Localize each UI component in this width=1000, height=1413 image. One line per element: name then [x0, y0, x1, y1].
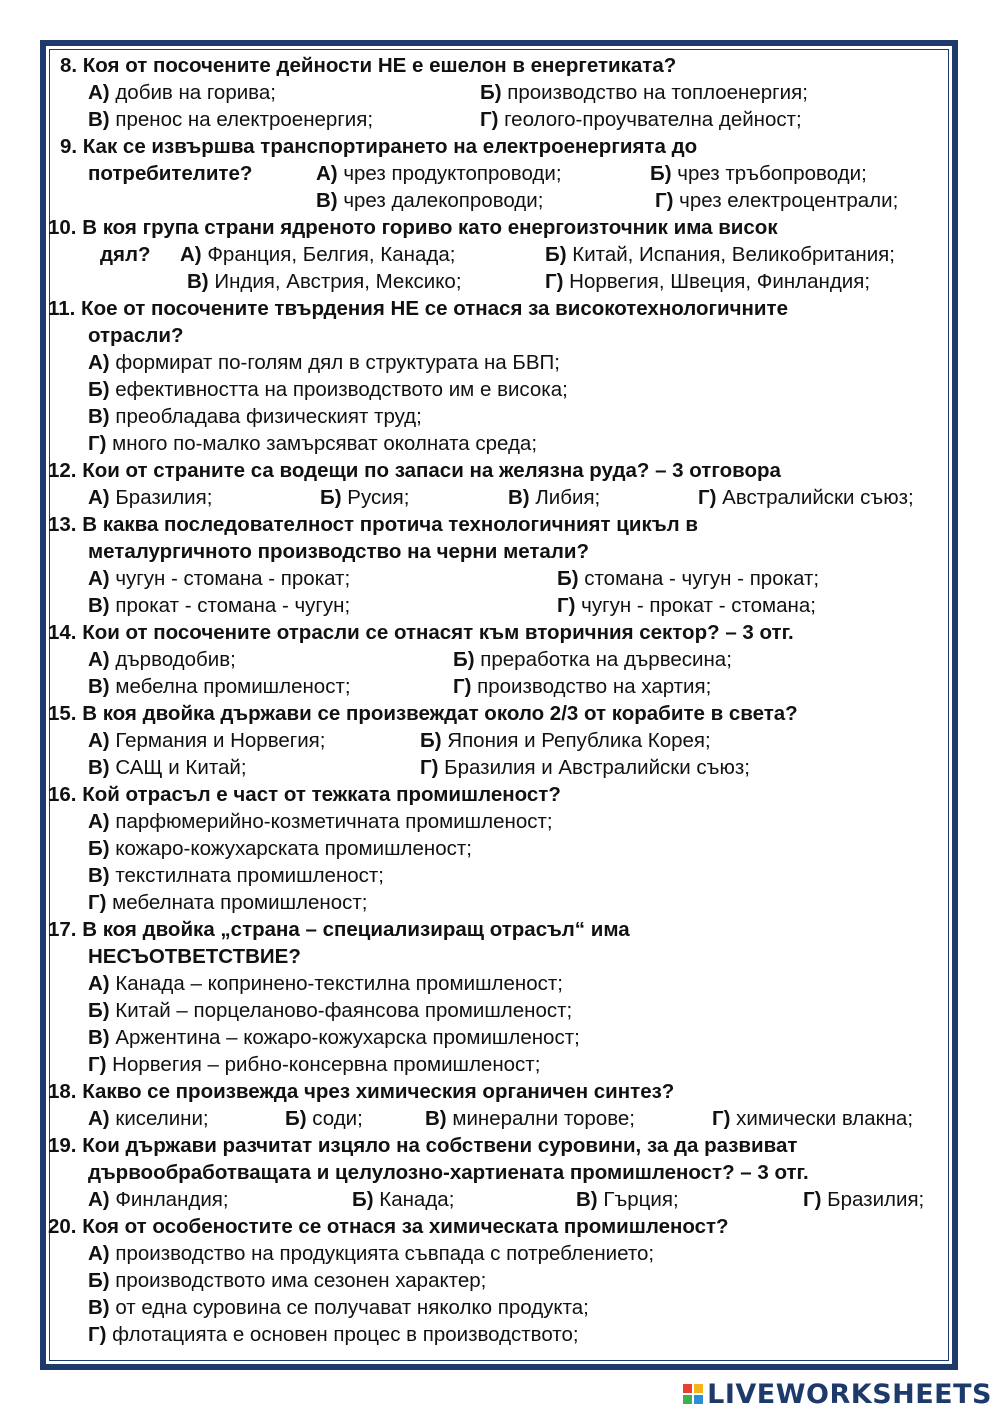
- option-19c[interactable]: В) Гърция;: [576, 1188, 679, 1211]
- option-12c[interactable]: В) Либия;: [508, 486, 601, 509]
- option-18d[interactable]: Г) химически влакна;: [712, 1107, 914, 1130]
- logo-block: [683, 1384, 692, 1393]
- option-16d[interactable]: Г) мебелната промишленост;: [88, 891, 368, 914]
- question-13: 13. В каква последователност протича технологичният цикъл в: [48, 513, 698, 536]
- option-13d[interactable]: Г) чугун - прокат - стомана;: [557, 594, 816, 617]
- question-15: 15. В коя двойка държави се произвеждат около 2/3 от корабите в света?: [48, 702, 798, 725]
- option-12d[interactable]: Г) Австралийски съюз;: [698, 486, 914, 509]
- option-10b[interactable]: Б) Китай, Испания, Великобритания;: [545, 243, 895, 266]
- logo-blocks-icon: [683, 1384, 703, 1404]
- option-12b[interactable]: Б) Русия;: [320, 486, 410, 509]
- question-11-cont: отрасли?: [88, 324, 184, 347]
- option-15c[interactable]: В) САЩ и Китай;: [88, 756, 247, 779]
- option-18a[interactable]: А) киселини;: [88, 1107, 209, 1130]
- question-14: 14. Кои от посочените отрасли се отнасят към вторичния сектор? – 3 отг.: [48, 621, 794, 644]
- option-11a[interactable]: А) формират по-голям дял в структурата на БВП;: [88, 351, 560, 374]
- logo-block: [694, 1395, 703, 1404]
- option-12a[interactable]: А) Бразилия;: [88, 486, 213, 509]
- question-9-cont: потребителите?: [88, 162, 253, 185]
- option-15b[interactable]: Б) Япония и Република Корея;: [420, 729, 711, 752]
- option-20b[interactable]: Б) производството има сезонен характер;: [88, 1269, 487, 1292]
- option-15a[interactable]: А) Германия и Норвегия;: [88, 729, 326, 752]
- question-10-cont: дял?: [100, 243, 151, 266]
- question-17: 17. В коя двойка „страна – специализиращ отрасъл“ има: [48, 918, 630, 941]
- question-20: 20. Коя от особеностите се отнася за химическата промишленост?: [48, 1215, 729, 1238]
- option-20d[interactable]: Г) флотацията е основен процес в производството;: [88, 1323, 579, 1346]
- option-20a[interactable]: А) производство на продукцията съвпада с потреблението;: [88, 1242, 655, 1265]
- option-11c[interactable]: В) преобладава физическият труд;: [88, 405, 422, 428]
- option-11d[interactable]: Г) много по-малко замърсяват околната среда;: [88, 432, 538, 455]
- option-11b[interactable]: Б) ефективността на производството им е висока;: [88, 378, 568, 401]
- option-14c[interactable]: В) мебелна промишленост;: [88, 675, 351, 698]
- option-17b[interactable]: Б) Китай – порцеланово-фаянсова промишленост;: [88, 999, 573, 1022]
- question-12: 12. Кои от страните са водещи по запаси на желязна руда? – 3 отговора: [48, 459, 781, 482]
- question-8: 8. Коя от посочените дейности НЕ е ешелон в енергетиката?: [60, 54, 677, 77]
- option-19a[interactable]: А) Финландия;: [88, 1188, 229, 1211]
- option-17d[interactable]: Г) Норвегия – рибно-консервна промишленост;: [88, 1053, 541, 1076]
- option-19b[interactable]: Б) Канада;: [352, 1188, 455, 1211]
- option-9b[interactable]: Б) чрез тръбопроводи;: [650, 162, 867, 185]
- option-8a[interactable]: А) добив на горива;: [88, 81, 276, 104]
- question-18: 18. Какво се произвежда чрез химическия органичен синтез?: [48, 1080, 675, 1103]
- option-10d[interactable]: Г) Норвегия, Швеция, Финландия;: [545, 270, 871, 293]
- question-11: 11. Кое от посочените твърдения НЕ се отнася за високотехнологичните: [48, 297, 788, 320]
- option-14d[interactable]: Г) производство на хартия;: [453, 675, 712, 698]
- option-18c[interactable]: В) минерални торове;: [425, 1107, 635, 1130]
- brand-name: LIVEWORKSHEETS: [707, 1378, 992, 1410]
- liveworksheets-logo[interactable]: [683, 1378, 992, 1410]
- option-8d[interactable]: Г) геолого-проучвателна дейност;: [480, 108, 802, 131]
- logo-block: [694, 1384, 703, 1393]
- option-13a[interactable]: А) чугун - стомана - прокат;: [88, 567, 351, 590]
- option-14b[interactable]: Б) преработка на дървесина;: [453, 648, 732, 671]
- option-8c[interactable]: В) пренос на електроенергия;: [88, 108, 374, 131]
- option-19d[interactable]: Г) Бразилия;: [803, 1188, 925, 1211]
- option-13b[interactable]: Б) стомана - чугун - прокат;: [557, 567, 820, 590]
- option-10a[interactable]: А) Франция, Белгия, Канада;: [180, 243, 456, 266]
- option-9c[interactable]: В) чрез далекопроводи;: [316, 189, 544, 212]
- question-19: 19. Кои държави разчитат изцяло на собствени суровини, за да развиват: [48, 1134, 798, 1157]
- logo-block: [683, 1395, 692, 1404]
- question-13-cont: металургичното производство на черни метали?: [88, 540, 589, 563]
- question-17-cont: НЕСЪОТВЕТСТВИЕ?: [88, 945, 301, 968]
- option-16a[interactable]: А) парфюмерийно-козметичната промишленост;: [88, 810, 553, 833]
- option-17a[interactable]: А) Канада – копринено-текстилна промишленост;: [88, 972, 563, 995]
- option-10c[interactable]: В) Индия, Австрия, Мексико;: [187, 270, 462, 293]
- question-9: 9. Как се извършва транспортирането на електроенергията до: [60, 135, 698, 158]
- question-19-cont: дървообработващата и целулозно-хартиената промишленост? – 3 отг.: [88, 1161, 809, 1184]
- option-17c[interactable]: В) Аржентина – кожаро-кожухарска промишленост;: [88, 1026, 580, 1049]
- option-9a[interactable]: А) чрез продуктопроводи;: [316, 162, 562, 185]
- option-8b[interactable]: Б) производство на топлоенергия;: [480, 81, 808, 104]
- question-16: 16. Кой отрасъл е част от тежката промишленост?: [48, 783, 561, 806]
- option-16c[interactable]: В) текстилната промишленост;: [88, 864, 384, 887]
- option-20c[interactable]: В) от една суровина се получават няколко продукта;: [88, 1296, 589, 1319]
- option-14a[interactable]: А) дърводобив;: [88, 648, 236, 671]
- option-18b[interactable]: Б) соди;: [285, 1107, 363, 1130]
- question-10: 10. В коя група страни ядреното гориво като енергоизточник има висок: [48, 216, 778, 239]
- option-9d[interactable]: Г) чрез електроцентрали;: [655, 189, 899, 212]
- option-15d[interactable]: Г) Бразилия и Австралийски съюз;: [420, 756, 750, 779]
- option-16b[interactable]: Б) кожаро-кожухарската промишленост;: [88, 837, 472, 860]
- option-13c[interactable]: В) прокат - стомана - чугун;: [88, 594, 351, 617]
